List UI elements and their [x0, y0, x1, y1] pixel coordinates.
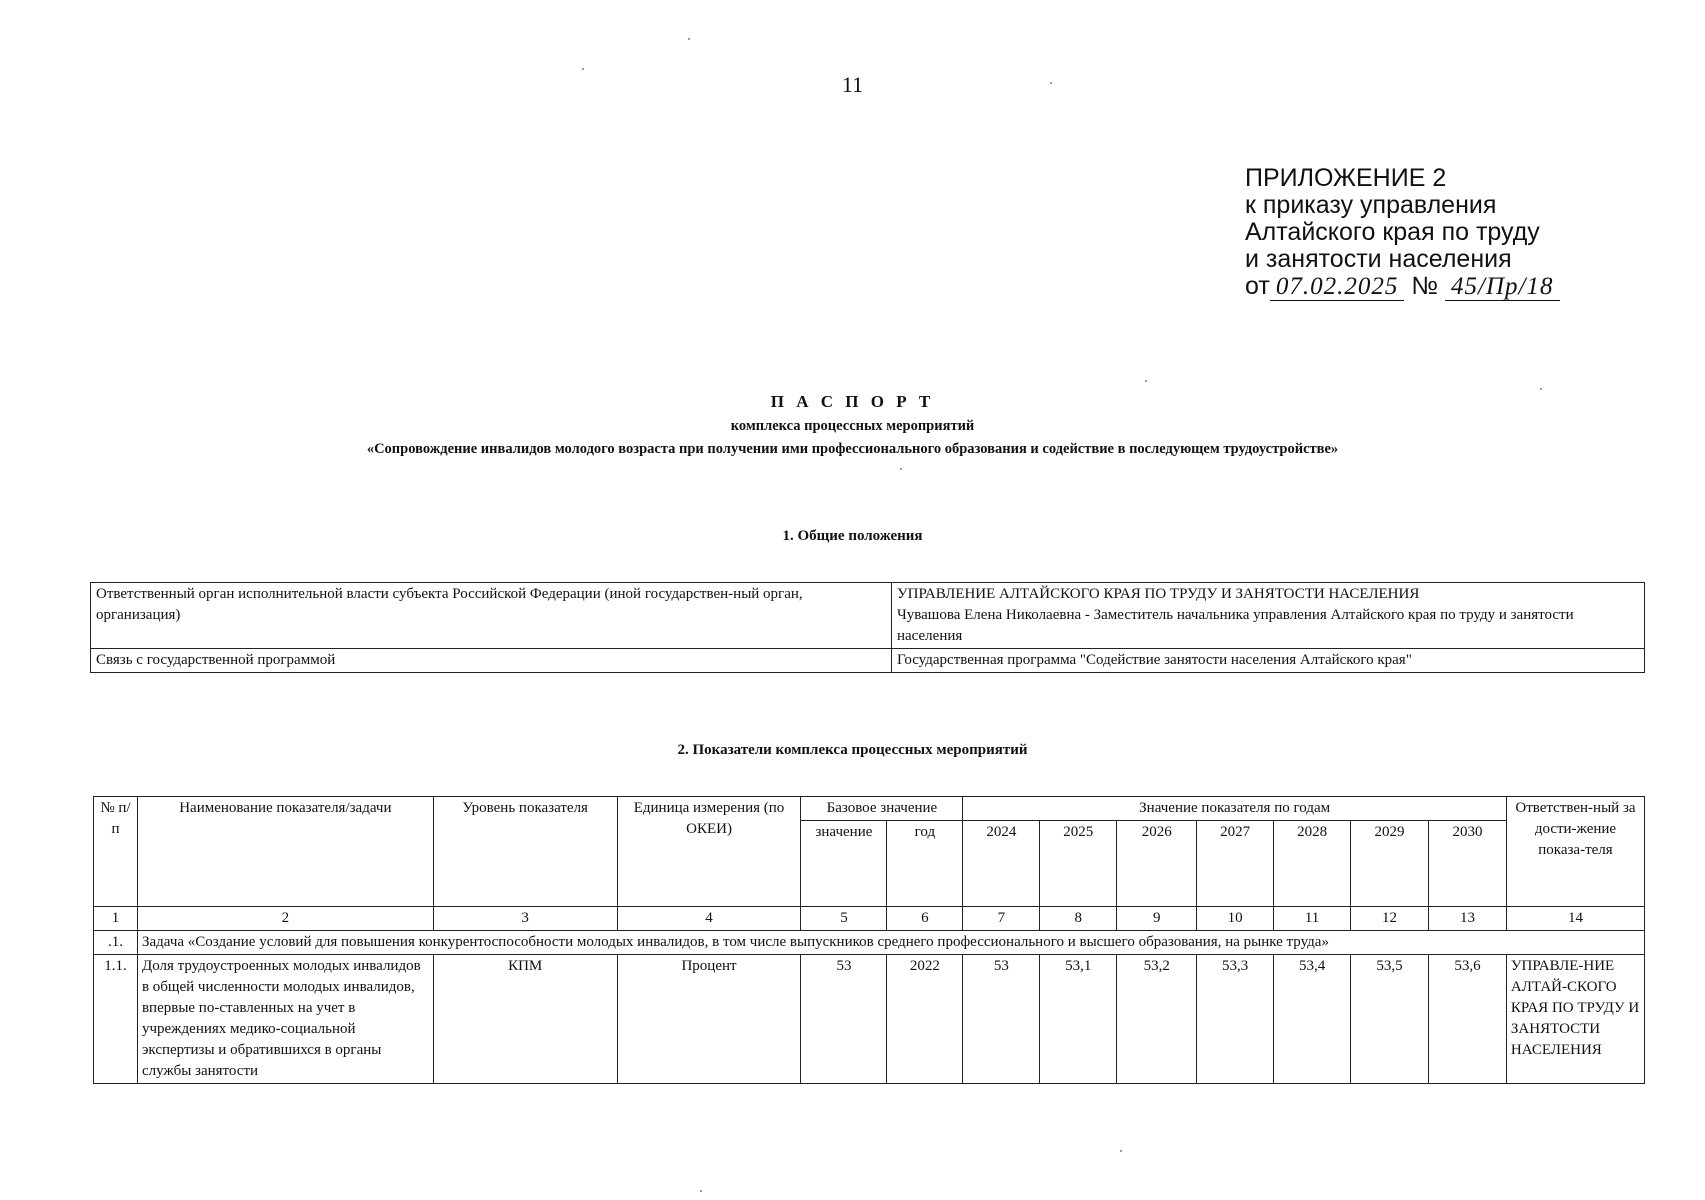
year-cell: 2025 [1040, 821, 1117, 907]
scan-speck [1540, 388, 1542, 390]
column-number: 4 [617, 907, 801, 931]
column-number: 14 [1506, 907, 1644, 931]
indicator-row [94, 955, 1645, 1084]
column-number: 13 [1428, 907, 1506, 931]
section-2-title: 2. Показатели комплекса процессных мероприятий [677, 742, 1028, 758]
column-number: 2 [137, 907, 433, 931]
header-row [94, 797, 1645, 821]
table-cell: Ответственный орган исполнительной власти субъекта Российской Федерации (иной государствен-ный орган, организация) [91, 583, 892, 649]
scan-speck [688, 38, 690, 40]
header-cell: Значение показателя по годам [963, 797, 1507, 821]
table-cell: Связь с государственной программой [91, 649, 892, 673]
appendix-title: ПРИЛОЖЕНИЕ 2 [1245, 164, 1447, 192]
task-text: Задача «Создание условий для повышения конкурентоспособности молодых инвалидов, в том числе выпускников среднего профессионального и высшего образования, на рынке труда» [137, 931, 1644, 955]
column-number: 8 [1040, 907, 1117, 931]
header-cell: значение [801, 821, 887, 907]
number-prefix: № [1411, 272, 1439, 300]
table-cell [892, 583, 1645, 649]
indicator-responsible: УПРАВЛЕ-НИЕ АЛТАЙ-СКОГО КРАЯ ПО ТРУДУ И ЗАНЯТОСТИ НАСЕЛЕНИЯ [1506, 955, 1644, 1084]
indicator-name: Доля трудоустроенных молодых инвалидов в общей численности молодых инвалидов, впервые по-ставленных на учет в учреждениях медико-социальной экспертизы и обратившихся в органы службы занятости [137, 955, 433, 1084]
date-prefix: от [1245, 272, 1270, 300]
appendix-line-3: и занятости населения [1245, 245, 1512, 273]
appendix-line-2: Алтайского края по труду [1245, 218, 1540, 246]
appendix-line-1: к приказу управления [1245, 191, 1497, 219]
passport-name: «Сопровождение инвалидов молодого возраста при получении ими профессионального образования и содействие в последующем трудоустройстве» [366, 441, 1339, 457]
column-number: 10 [1197, 907, 1274, 931]
year-cell: 2027 [1197, 821, 1274, 907]
year-cell: 2028 [1274, 821, 1351, 907]
column-number: 11 [1274, 907, 1351, 931]
year-value: 53,1 [1040, 955, 1117, 1084]
year-cell: 2029 [1351, 821, 1429, 907]
column-number: 1 [94, 907, 138, 931]
general-provisions-table [90, 582, 1645, 673]
table-cell: Государственная программа "Содействие занятости населения Алтайского края" [892, 649, 1645, 673]
column-number-row [94, 907, 1645, 931]
responsible-person: Чувашова Елена Николаевна - Заместитель начальника управления Алтайского края по труду и занятости населения [897, 607, 1574, 644]
appendix-date-line [1245, 273, 1560, 301]
page-number: 11 [841, 72, 864, 97]
section-1-title: 1. Общие положения [782, 528, 923, 544]
year-value: 53 [963, 955, 1040, 1084]
header-cell: Наименование показателя/задачи [137, 797, 433, 907]
passport-subtitle: комплекса процессных мероприятий [730, 418, 975, 434]
indicator-number: 1.1. [94, 955, 138, 1084]
year-cell: 2026 [1117, 821, 1197, 907]
column-number: 12 [1351, 907, 1429, 931]
year-value: 53,2 [1117, 955, 1197, 1084]
indicators-table [93, 796, 1645, 1084]
table-row [91, 583, 1645, 649]
header-cell: № п/п [94, 797, 138, 907]
header-cell: год [887, 821, 963, 907]
year-value: 53,6 [1428, 955, 1506, 1084]
scan-speck [700, 1190, 702, 1192]
indicator-level: КПМ [433, 955, 617, 1084]
year-cell: 2024 [963, 821, 1040, 907]
header-cell: Уровень показателя [433, 797, 617, 907]
table-row [91, 649, 1645, 673]
scan-speck [1120, 1150, 1122, 1152]
scan-speck [1050, 82, 1052, 84]
task-number: .1. [94, 931, 138, 955]
year-cell: 2030 [1428, 821, 1506, 907]
scan-speck [900, 468, 902, 470]
scan-speck [582, 68, 584, 70]
column-number: 7 [963, 907, 1040, 931]
indicator-unit: Процент [617, 955, 801, 1084]
year-value: 53,5 [1351, 955, 1429, 1084]
column-number: 9 [1117, 907, 1197, 931]
header-cell: Ответствен-ный за дости-жение показа-теля [1506, 797, 1644, 907]
base-value: 53 [801, 955, 887, 1084]
header-cell: Единица измерения (по ОКЕИ) [617, 797, 801, 907]
column-number: 3 [433, 907, 617, 931]
handwritten-number: 45/Пр/18 [1445, 273, 1559, 301]
responsible-org: УПРАВЛЕНИЕ АЛТАЙСКОГО КРАЯ ПО ТРУДУ И ЗАНЯТОСТИ НАСЕЛЕНИЯ [897, 586, 1420, 602]
passport-title: П А С П О Р Т [770, 392, 935, 411]
year-value: 53,3 [1197, 955, 1274, 1084]
task-row [94, 931, 1645, 955]
handwritten-date: 07.02.2025 [1270, 273, 1405, 301]
scan-speck [1145, 380, 1147, 382]
column-number: 6 [887, 907, 963, 931]
appendix-block [1245, 165, 1560, 301]
base-year: 2022 [887, 955, 963, 1084]
year-value: 53,4 [1274, 955, 1351, 1084]
column-number: 5 [801, 907, 887, 931]
header-cell: Базовое значение [801, 797, 963, 821]
